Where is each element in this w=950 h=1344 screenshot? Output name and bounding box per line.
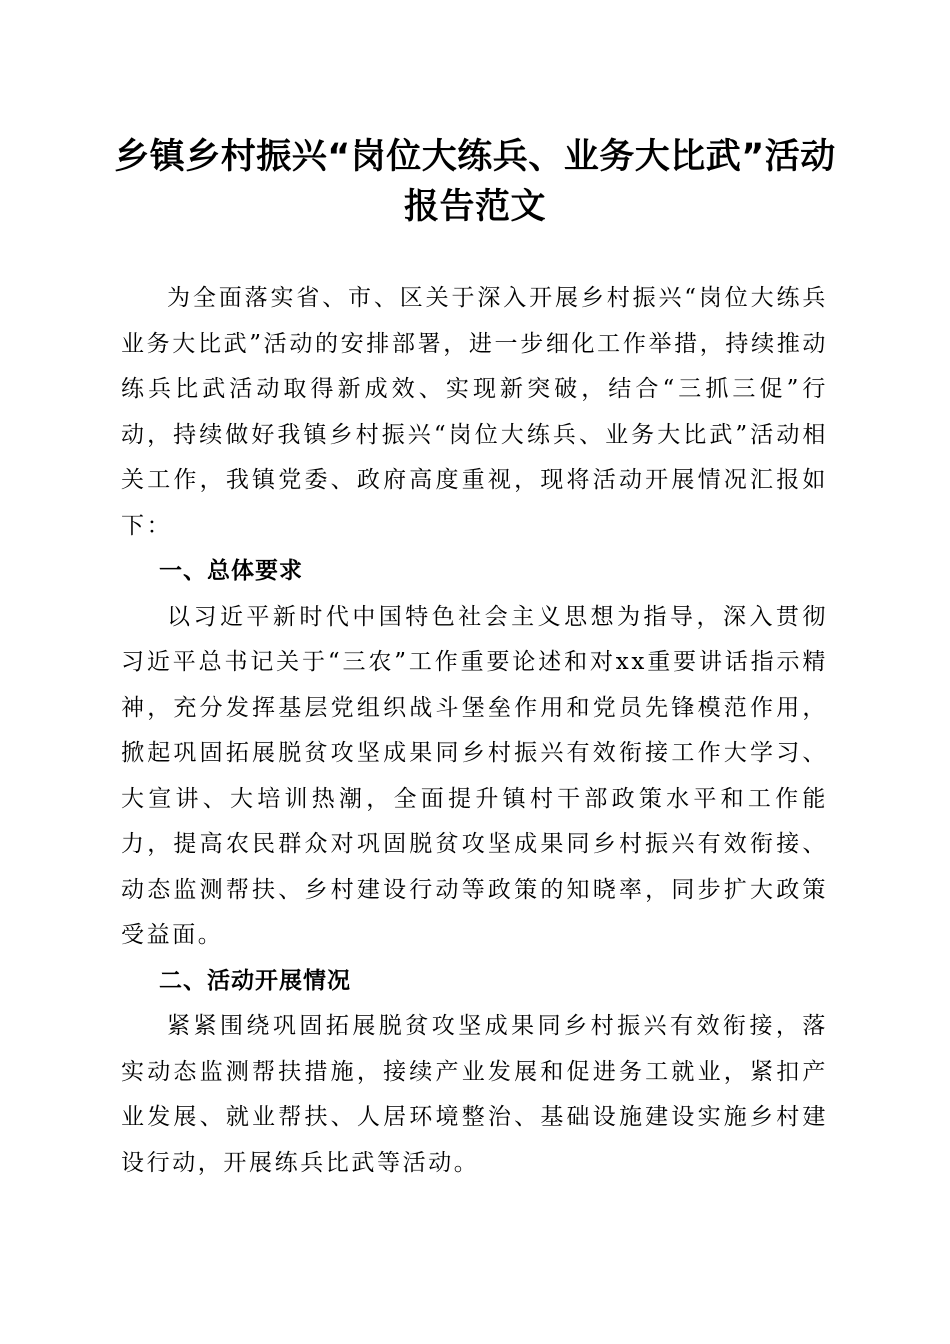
document-body — [121, 276, 828, 1186]
section-heading: 一、总体要求 — [159, 558, 303, 584]
section-paragraph: 紧紧围绕巩固拓展脱贫攻坚成果同乡村振兴有效衔接，落实动态监测帮扶措施，接续产业发展和促进务工就业，紧扣产业发展、就业帮扶、人居环境整治、基础设施建设实施乡村建设行动，开展练兵比武等活动。 — [121, 1013, 828, 1176]
section-paragraph: 以习近平新时代中国特色社会主义思想为指导，深入贯彻习近平总书记关于“三农”工作重要论述和对xx重要讲话指示精神，充分发挥基层党组织战斗堡垒作用和党员先锋模范作用，掀起巩固拓展脱贫攻坚成果同乡村振兴有效衔接工作大学习、大宣讲、大培训热潮，全面提升镇村干部政策水平和工作能力，提高农民群众对巩固脱贫攻坚成果同乡村振兴有效衔接、动态监测帮扶、乡村建设行动等政策的知晓率，同步扩大政策受益面。 — [121, 603, 828, 948]
document-title: 乡镇乡村振兴“岗位大练兵、业务大比武”活动报告范文 — [114, 137, 836, 227]
intro-paragraph: 为全面落实省、市、区关于深入开展乡村振兴“岗位大练兵业务大比武”活动的安排部署，进一步细化工作举措，持续推动练兵比武活动取得新成效、实现新突破，结合“三抓三促”行动，持续做好我镇乡村振兴“岗位大练兵、业务大比武”活动相关工作，我镇党委、政府高度重视，现将活动开展情况汇报如下： — [121, 285, 828, 539]
section-heading: 二、活动开展情况 — [159, 967, 351, 994]
